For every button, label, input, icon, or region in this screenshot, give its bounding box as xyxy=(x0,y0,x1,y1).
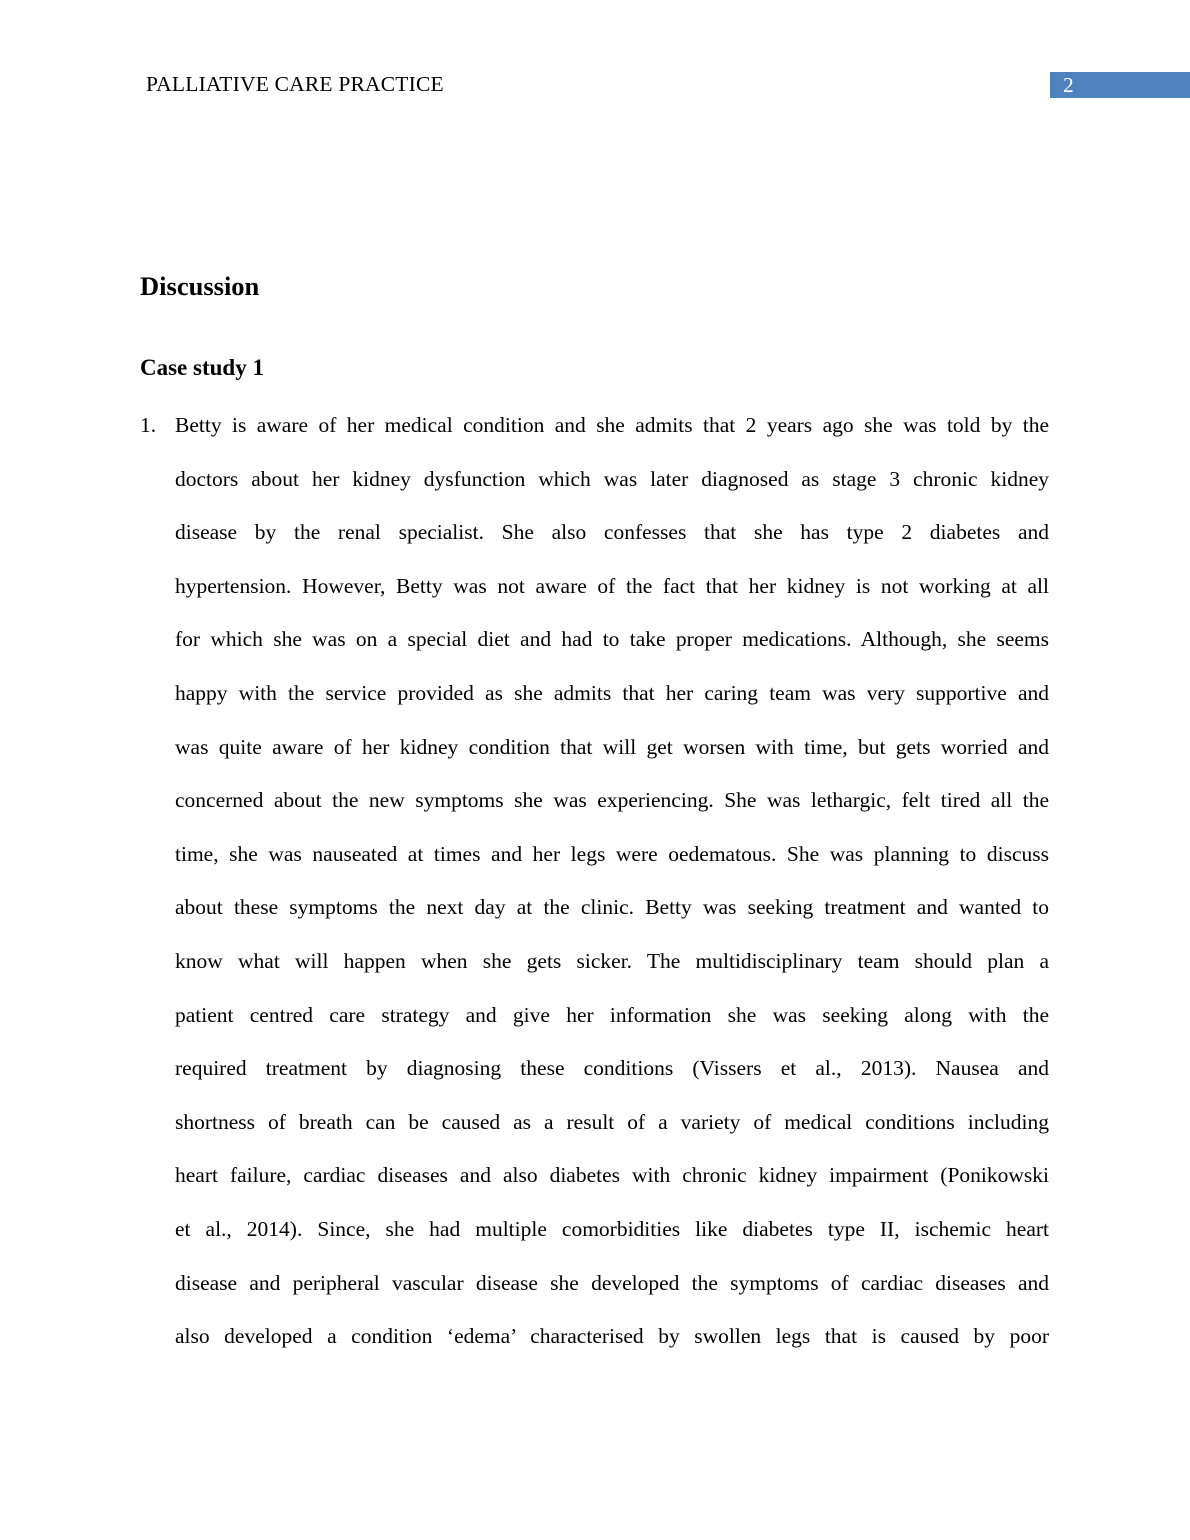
paragraph-line: about these symptoms the next day at the clinic. Betty was seeking treatment and wanted to xyxy=(175,895,1049,920)
paragraph-line: also developed a condition ‘edema’ characterised by swollen legs that is caused by poor xyxy=(175,1324,1049,1349)
paragraph-line: et al., 2014). Since, she had multiple comorbidities like diabetes type II, ischemic heart xyxy=(175,1216,1049,1241)
paragraph-line: time, she was nauseated at times and her legs were oedematous. She was planning to discuss xyxy=(175,841,1049,866)
subsection-heading: Case study 1 xyxy=(140,355,264,380)
paragraph-line: happy with the service provided as she admits that her caring team was very supportive and xyxy=(175,680,1049,705)
page-number: 2 xyxy=(1063,73,1074,97)
section-heading: Discussion xyxy=(140,271,260,301)
paragraph-line: disease and peripheral vascular disease she developed the symptoms of cardiac diseases and xyxy=(175,1270,1049,1295)
paragraph-line: heart failure, cardiac diseases and also diabetes with chronic kidney impairment (Ponikowski xyxy=(175,1163,1049,1188)
list-item-number: 1. xyxy=(140,413,157,437)
paragraph-line: know what will happen when she gets sicker. The multidisciplinary team should plan a xyxy=(175,948,1049,973)
running-head: PALLIATIVE CARE PRACTICE xyxy=(146,72,444,96)
paragraph-line: concerned about the new symptoms she was experiencing. She was lethargic, felt tired all the xyxy=(175,788,1049,813)
page-number-bar xyxy=(1050,72,1190,98)
paragraph-line: for which she was on a special diet and had to take proper medications. Although, she seems xyxy=(175,627,1049,652)
paragraph-line: doctors about her kidney dysfunction which was later diagnosed as stage 3 chronic kidney xyxy=(175,466,1049,491)
paragraph-line: was quite aware of her kidney condition that will get worsen with time, but gets worried and xyxy=(175,734,1049,759)
paragraph-line: patient centred care strategy and give her information she was seeking along with the xyxy=(175,1002,1049,1027)
paragraph-line: Betty is aware of her medical condition and she admits that 2 years ago she was told by the xyxy=(175,413,1049,437)
paragraph-line: shortness of breath can be caused as a result of a variety of medical conditions including xyxy=(175,1109,1049,1134)
list-item-paragraph xyxy=(175,409,1049,1374)
paragraph-line: disease by the renal specialist. She also confesses that she has type 2 diabetes and xyxy=(175,520,1049,545)
paragraph-line: required treatment by diagnosing these conditions (Vissers et al., 2013). Nausea and xyxy=(175,1056,1049,1081)
paragraph-line: hypertension. However, Betty was not aware of the fact that her kidney is not working at all xyxy=(175,573,1049,598)
